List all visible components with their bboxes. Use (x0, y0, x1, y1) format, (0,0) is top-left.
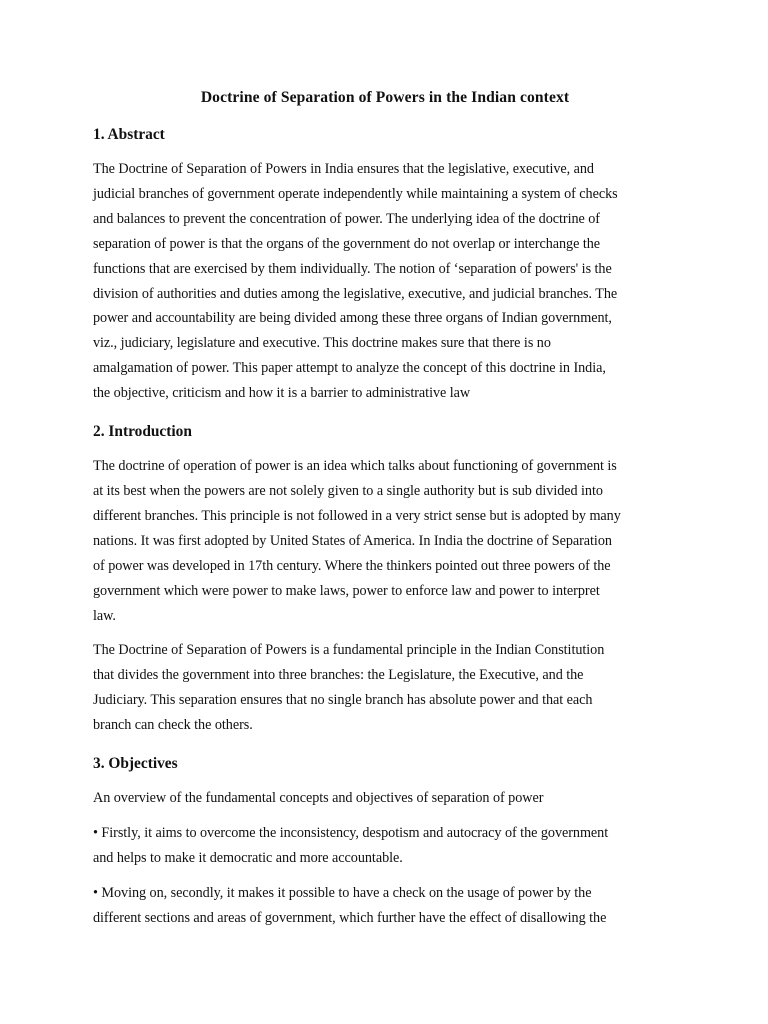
text-line: different sections and areas of government, which further have the effect of disallowing the (93, 909, 607, 926)
text-line: The doctrine of operation of power is an idea which talks about functioning of government is (93, 458, 617, 475)
text-line: amalgamation of power. This paper attempt to analyze the concept of this doctrine in India, (93, 360, 606, 377)
text-line: The Doctrine of Separation of Powers in India ensures that the legislative, executive, and (93, 161, 594, 177)
text-line: An overview of the fundamental concepts and objectives of separation of power (93, 790, 544, 807)
document-page (93, 80, 677, 931)
text-line: functions that are exercised by them individually. The notion of ‘separation of powers' is the (93, 260, 612, 277)
text-line: judicial branches of government operate independently while maintaining a system of checks (93, 185, 618, 202)
text-line: the objective, criticism and how it is a barrier to administrative law (93, 385, 471, 402)
text-line: The Doctrine of Separation of Powers is a fundamental principle in the Indian Constitution (93, 642, 605, 659)
introduction-paragraph-1 (93, 454, 677, 628)
section-heading-objectives: 3. Objectives (93, 755, 178, 773)
objective-bullet-1 (93, 821, 677, 871)
objective-bullet-2 (93, 881, 677, 931)
text-line: branch can check the others. (93, 717, 253, 734)
text-line: and balances to prevent the concentration of power. The underlying idea of the doctrine of (93, 210, 600, 227)
objectives-intro-paragraph (93, 786, 677, 811)
abstract-paragraph (93, 157, 677, 406)
document-title: Doctrine of Separation of Powers in the Indian context (200, 89, 570, 106)
text-line: different branches. This principle is not followed in a very strict sense but is adopted by many (93, 507, 621, 524)
section-heading-introduction: 2. Introduction (93, 423, 192, 441)
text-line: at its best when the powers are not solely given to a single authority but is sub divided into (93, 482, 603, 499)
introduction-paragraph-2 (93, 638, 677, 738)
text-line: that divides the government into three branches: the Legislature, the Executive, and the (93, 667, 584, 684)
text-line: power and accountability are being divided among these three organs of Indian government, (93, 310, 612, 327)
section-heading-abstract: 1. Abstract (93, 126, 165, 143)
text-line: of power was developed in 17th century. Where the thinkers pointed out three powers of the (93, 557, 611, 574)
text-line: • Firstly, it aims to overcome the inconsistency, despotism and autocracy of the government (93, 824, 609, 841)
text-line: viz., judiciary, legislature and executive. This doctrine makes sure that there is no (93, 335, 551, 352)
text-line: and helps to make it democratic and more accountable. (93, 849, 403, 866)
text-line: separation of power is that the organs of the government do not overlap or interchange the (93, 235, 601, 252)
text-line: law. (93, 607, 116, 624)
text-line: government which were power to make laws, power to enforce law and power to interpret (93, 582, 600, 599)
text-line: division of authorities and duties among the legislative, executive, and judicial branches. The (93, 285, 618, 302)
text-line: nations. It was first adopted by United States of America. In India the doctrine of Separation (93, 532, 612, 549)
text-line: Judiciary. This separation ensures that no single branch has absolute power and that each (93, 692, 593, 709)
text-line: • Moving on, secondly, it makes it possible to have a check on the usage of power by the (93, 884, 592, 901)
